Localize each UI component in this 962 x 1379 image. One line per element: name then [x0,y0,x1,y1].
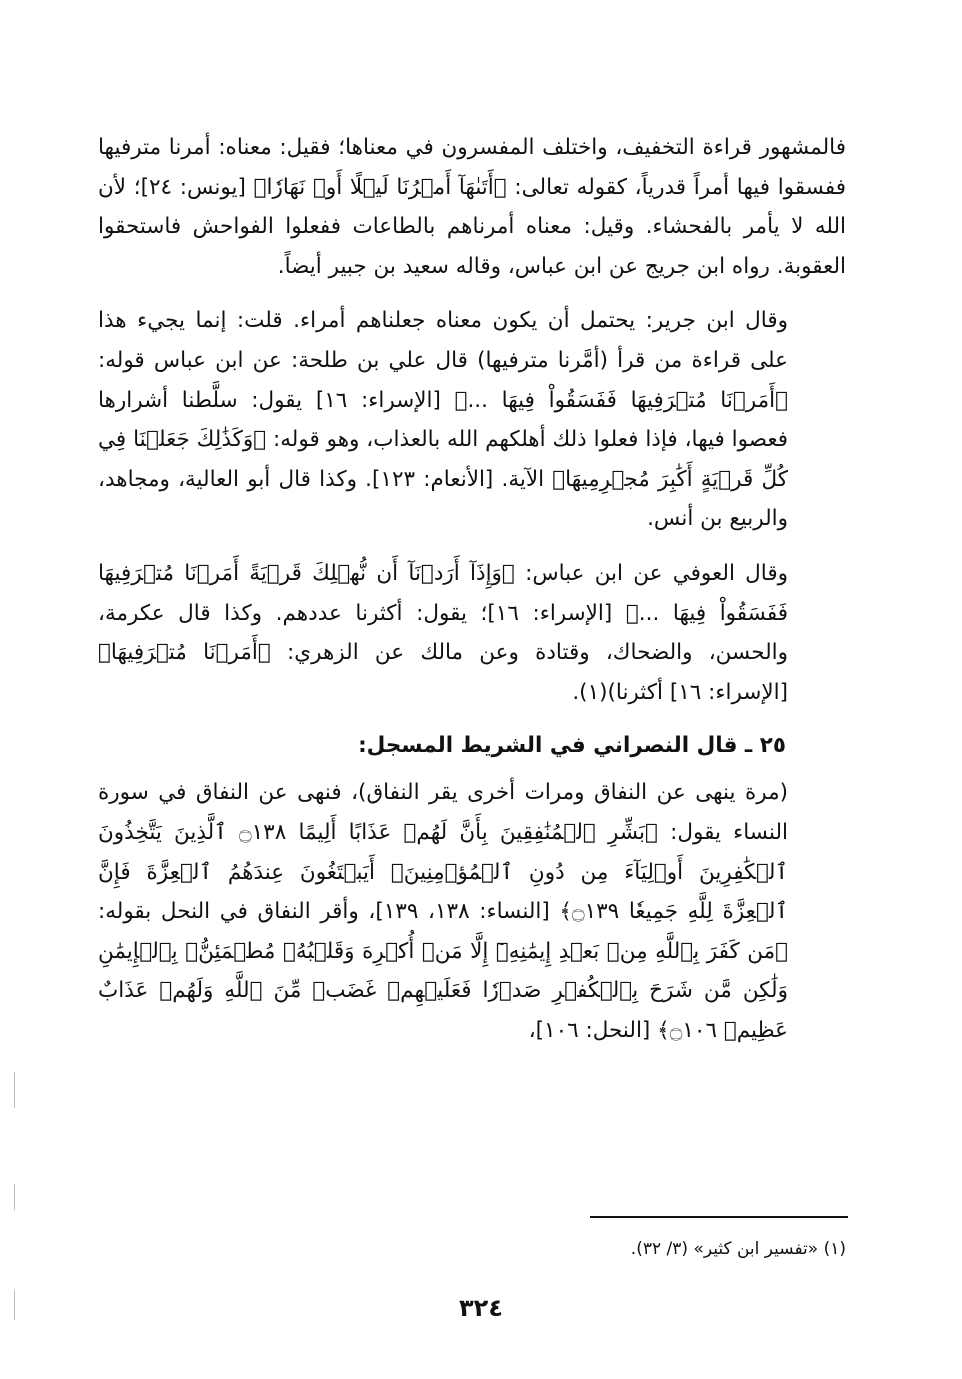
paragraph-1: فالمشهور قراءة التخفيف، واختلف المفسرون في معناها؛ فقيل: معناه: أمرنا مترفيها ففسقوا فيها أمراً قدرياً، كقوله تعالى: ﴿أَتَىٰهَآ أَمۡرُنَا لَيۡلًا أَوۡ نَهَارٗا﴾ [يونس: ٢٤]؛ لأن الله لا يأمر بالفحشاء. وقيل: معناه أمرناهم بالطاعات ففعلوا الفواحش فاستحقوا العقوبة. رواه ابن جريج عن ابن عباس، وقاله سعيد بن جبير أيضاً. [98,135,846,279]
scan-edge-mark [14,1184,15,1210]
scan-edge-mark [14,1290,15,1320]
footnote: (١) «تفسير ابن كثير» (٣/ ٣٢). [630,1239,846,1259]
scan-edge-mark [14,1072,15,1108]
footnote-divider [590,1216,848,1218]
paragraph-4: (مرة ينهى عن النفاق ومرات أخرى يقر النفاق)، فنهى عن النفاق في سورة النساء يقول: ﴿بَشِّرِ ٱلۡمُنَٰفِقِينَ بِأَنَّ لَهُمۡ عَذَابًا أَلِيمًا ۝١٣٨ ٱلَّذِينَ يَتَّخِذُونَ ٱلۡكَٰفِرِينَ أَوۡلِيَآءَ مِن دُونِ ٱلۡمُؤۡمِنِينَۚ أَيَبۡتَغُونَ عِندَهُمُ ٱلۡعِزَّةَ فَإِنَّ ٱلۡعِزَّةَ لِلَّهِ جَمِيعٗا ۝١٣٩﴾ [النساء: ١٣٨، ١٣٩]، وأقر النفاق في النحل بقوله: ﴿مَن كَفَرَ بِٱللَّهِ مِنۢ بَعۡدِ إِيمَٰنِهِۦٓ إِلَّا مَنۡ أُكۡرِهَ وَقَلۡبُهُۥ مُطۡمَئِنُّۢ بِٱلۡإِيمَٰنِ وَلَٰكِن مَّن شَرَحَ بِٱلۡكُفۡرِ صَدۡرٗا فَعَلَيۡهِمۡ غَضَبٞ مِّنَ ٱللَّهِ وَلَهُمۡ عَذَابٌ عَظِيمٞ ۝١٠٦﴾ [النحل: ١٠٦]، [98,780,789,1043]
page-number: ٣٢٤ [459,1294,503,1322]
page-content [98,128,846,1050]
paragraph-2: وقال ابن جرير: يحتمل أن يكون معناه جعلناهم أمراء. قلت: إنما يجيء هذا على قراءة من قرأ (أمَّرنا مترفيها) قال علي بن طلحة: عن ابن عباس قوله: ﴿أَمَرۡنَا مُتۡرَفِيهَا فَفَسَقُواْ فِيهَا ...﴾ [الإسراء: ١٦] يقول: سلَّطنا أشرارها فعصوا فيها، فإذا فعلوا ذلك أهلكهم الله بالعذاب، وهو قوله: ﴿وَكَذَٰلِكَ جَعَلۡنَا فِي كُلِّ قَرۡيَةٍ أَكَٰبِرَ مُجۡرِمِيهَا﴾ الآية. [الأنعام: ١٢٣]. وكذا قال أبو العالية، ومجاهد، والربيع بن أنس. [98,308,788,532]
paragraph-3: وقال العوفي عن ابن عباس: ﴿وَإِذَآ أَرَدۡنَآ أَن نُّهۡلِكَ قَرۡيَةً أَمَرۡنَا مُتۡرَفِيهَا فَفَسَقُواْ فِيهَا ...﴾ [الإسراء: ١٦]؛ يقول: أكثرنا عددهم. وكذا قال عكرمة، والحسن، والضحاك، وقتادة وعن مالك عن الزهري: ﴿أَمَرۡنَا مُتۡرَفِيهَا﴾ [الإسراء: ١٦] أكثرنا)(١). [98,560,788,705]
section-heading: ٢٥ ـ قال النصراني في الشريط المسجل: [358,733,786,759]
